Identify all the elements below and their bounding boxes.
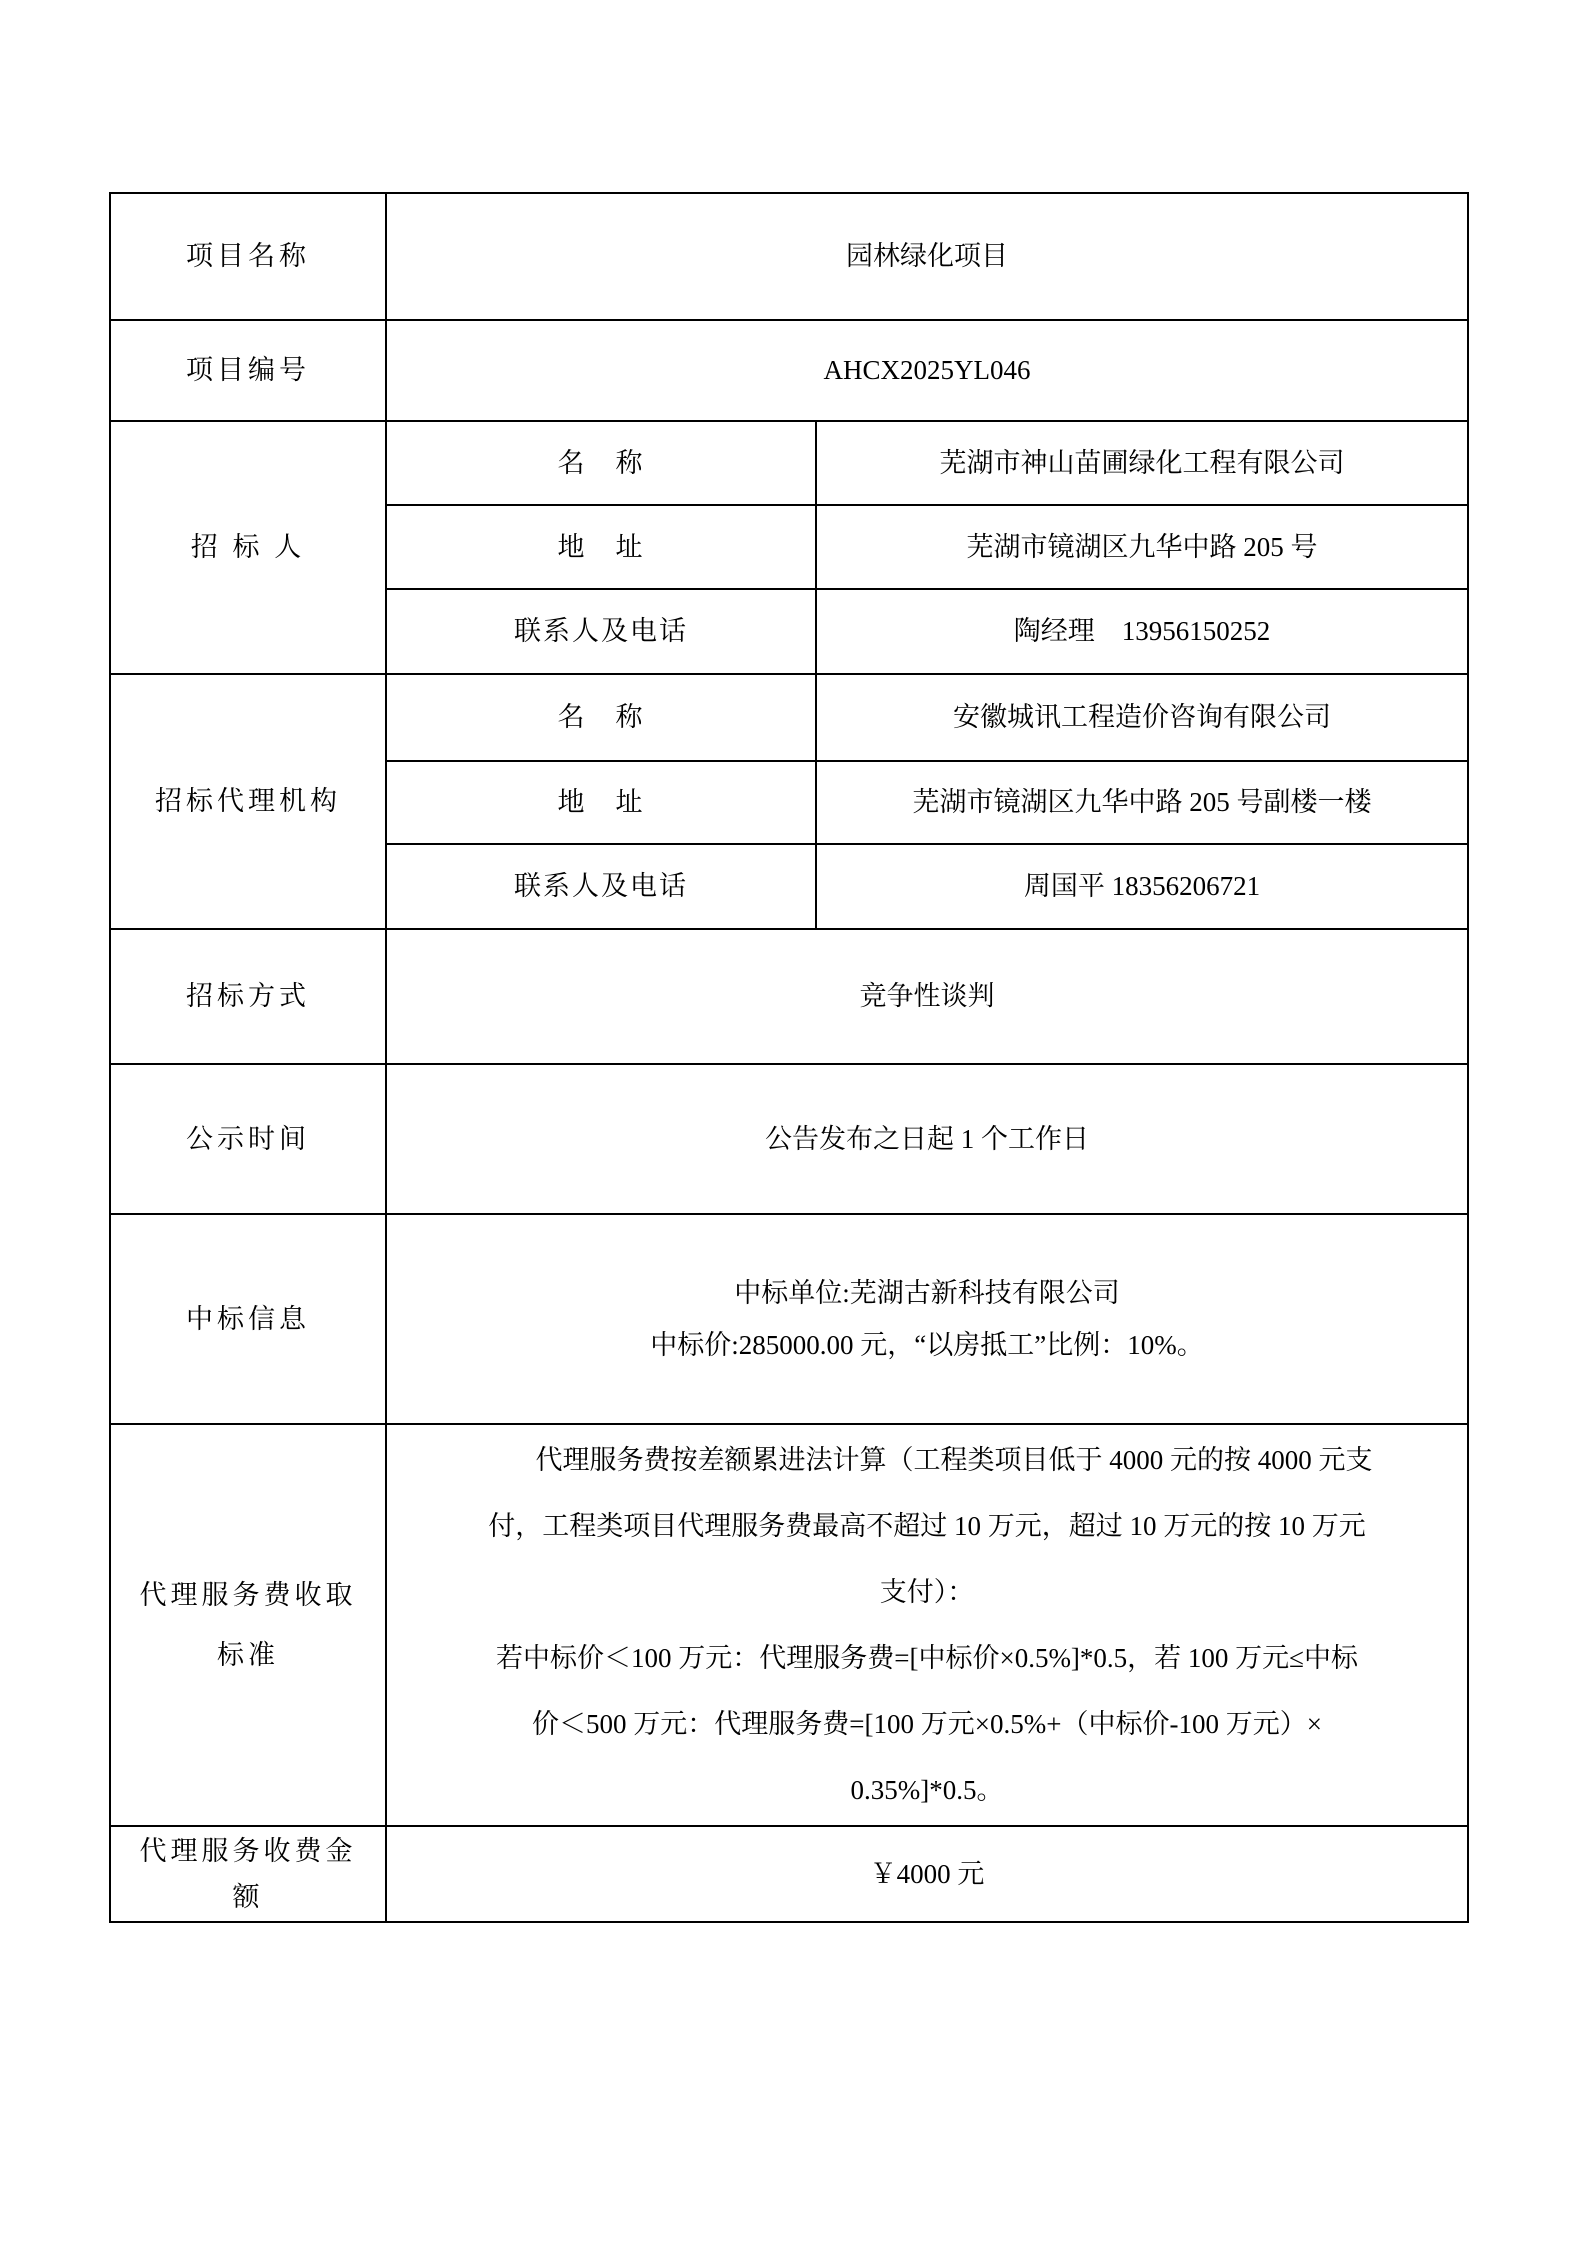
project-code-value: AHCX2025YL046 (386, 320, 1468, 421)
award-price-line: 中标价:285000.00 元，“以房抵工”比例：10%。 (650, 1330, 1204, 1360)
row-award (110, 1214, 1468, 1424)
project-code-label: 项目编号 (110, 320, 386, 421)
publicity-value: 公告发布之日起 1 个工作日 (386, 1064, 1468, 1214)
fee-standard-label-line1: 代理服务费收取 (139, 1580, 357, 1610)
row-agency-name (110, 674, 1468, 761)
fee-standard-line: 代理服务费按差额累进法计算（工程类项目低于 4000 元的按 4000 元支 (535, 1445, 1373, 1475)
agency-address-label: 地 址 (386, 761, 816, 844)
tenderer-contact-value: 陶经理 13956150252 (816, 589, 1468, 674)
row-tenderer-name (110, 421, 1468, 505)
publicity-label: 公示时间 (110, 1064, 386, 1214)
award-value (386, 1214, 1468, 1424)
award-winner-line: 中标单位:芜湖古新科技有限公司 (734, 1278, 1120, 1308)
method-label: 招标方式 (110, 929, 386, 1064)
method-value: 竞争性谈判 (386, 929, 1468, 1064)
fee-amount-label-line1: 代理服务收费金 (139, 1836, 357, 1866)
fee-amount-label-line2: 额 (232, 1882, 264, 1912)
tenderer-address-value: 芜湖市镜湖区九华中路 205 号 (816, 505, 1468, 589)
fee-standard-line: 若中标价＜100 万元：代理服务费=[中标价×0.5%]*0.5，若 100 万元≤中标 (496, 1643, 1358, 1673)
tenderer-address-label: 地 址 (386, 505, 816, 589)
agency-name-label: 名 称 (386, 674, 816, 761)
fee-standard-line: 支付）： (879, 1577, 975, 1607)
tenderer-name-label: 名 称 (386, 421, 816, 505)
bid-announcement-table (109, 192, 1469, 1923)
row-fee-amount (110, 1826, 1468, 1922)
agency-contact-label: 联系人及电话 (386, 844, 816, 929)
fee-amount-value: ￥4000 元 (386, 1826, 1468, 1922)
fee-standard-text (386, 1424, 1468, 1826)
fee-standard-line: 0.35%]*0.5。 (850, 1775, 1004, 1805)
agency-address-value: 芜湖市镜湖区九华中路 205 号副楼一楼 (816, 761, 1468, 844)
agency-contact-value: 周国平 18356206721 (816, 844, 1468, 929)
fee-standard-label-line2: 标准 (217, 1640, 279, 1670)
fee-standard-label (110, 1424, 386, 1826)
fee-standard-line: 付，工程类项目代理服务费最高不超过 10 万元，超过 10 万元的按 10 万元 (488, 1511, 1366, 1541)
tenderer-label: 招 标 人 (110, 421, 386, 674)
tenderer-name-value: 芜湖市神山苗圃绿化工程有限公司 (816, 421, 1468, 505)
project-name-label: 项目名称 (110, 193, 386, 320)
row-fee-standard (110, 1424, 1468, 1826)
project-name-value: 园林绿化项目 (386, 193, 1468, 320)
agency-label: 招标代理机构 (110, 674, 386, 929)
tenderer-contact-label: 联系人及电话 (386, 589, 816, 674)
row-publicity (110, 1064, 1468, 1214)
agency-name-value: 安徽城讯工程造价咨询有限公司 (816, 674, 1468, 761)
award-label: 中标信息 (110, 1214, 386, 1424)
fee-standard-line: 价＜500 万元：代理服务费=[100 万元×0.5%+（中标价-100 万元）× (532, 1709, 1322, 1739)
row-method (110, 929, 1468, 1064)
row-project-code (110, 320, 1468, 421)
fee-amount-label (110, 1826, 386, 1922)
row-project-name (110, 193, 1468, 320)
